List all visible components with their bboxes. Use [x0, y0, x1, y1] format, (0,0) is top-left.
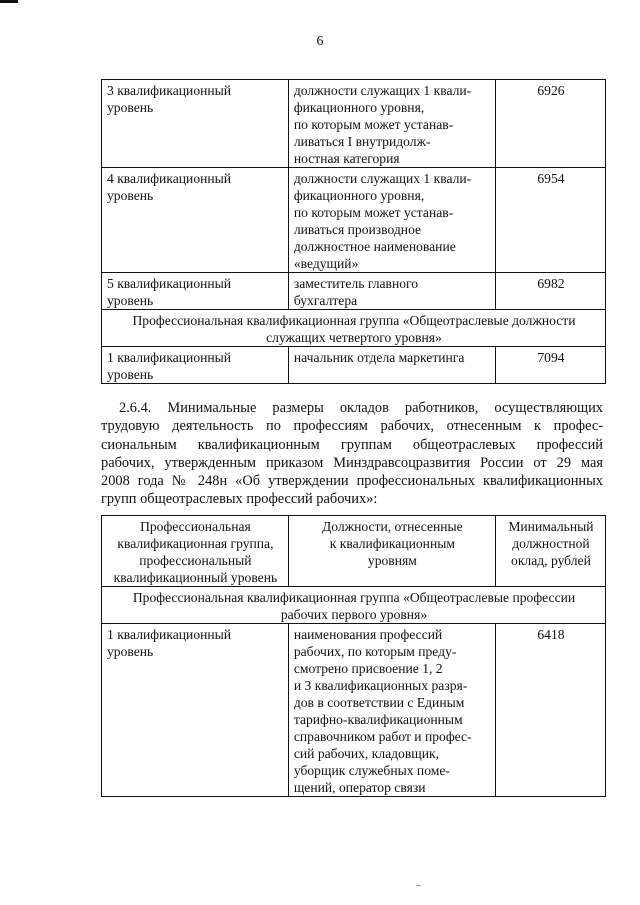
qualification-level-cell: 1 квалификационный уровень	[102, 347, 289, 384]
table-row	[102, 168, 606, 273]
salary-table-continuation	[101, 79, 606, 384]
page-number: 6	[316, 34, 324, 49]
salary-cell: 7094	[495, 347, 605, 384]
scan-dot-mark: ⁻	[416, 883, 422, 894]
table-row	[102, 80, 606, 168]
section-2-6-4-paragraph: 2.6.4. Минимальные размеры окладов работников, осуществляющих трудовую деятельность по профессиям рабочих, отнесенным к профес- сиональным квалификационным группам общеотраслевых профессий рабочих, утвержденным приказом Минздравсоцразвития России от 29 мая 2008 года № 248н «Об утверждении профессиональных квалификационных групп общеотраслевых профессий рабочих»:	[101, 400, 603, 508]
group-heading-row	[102, 587, 606, 624]
positions-cell: должности служащих 1 квали- фикационного уровня, по которым может устанав- ливаться производное должностное наименование «ведущий»	[288, 168, 495, 273]
column-header-positions: Должности, отнесенные к квалификационным уровням	[288, 516, 495, 587]
positions-cell: начальник отдела маркетинга	[288, 347, 495, 384]
table-row	[102, 624, 606, 797]
positions-cell: заместитель главного бухгалтера	[288, 273, 495, 310]
salary-cell: 6954	[495, 168, 605, 273]
workers-salary-table	[101, 515, 606, 797]
group-heading: Профессиональная квалификационная группа «Общеотраслевые профессии рабочих первого уровня»	[102, 587, 606, 624]
column-header-salary: Минимальный должностной оклад, рублей	[495, 516, 605, 587]
table-header-row	[102, 516, 606, 587]
qualification-level-cell: 5 квалификационный уровень	[102, 273, 289, 310]
qualification-level-cell: 4 квалификационный уровень	[102, 168, 289, 273]
column-header-group: Профессиональная квалификационная группа, профессиональный квалификационный уровень	[102, 516, 289, 587]
salary-cell: 6982	[495, 273, 605, 310]
positions-cell: наименования профессий рабочих, по которым преду- смотрено присвоение 1, 2 и 3 квалификационных разря- дов в соответствии с Единым тарифно-квалификационным справочником работ и профес- сий рабочих, кладовщик, уборщик служебных поме- щений, оператор связи	[288, 624, 495, 797]
table-row	[102, 347, 606, 384]
positions-cell: должности служащих 1 квали- фикационного уровня, по которым может устанав- ливаться I внутридолж- ностная категория	[288, 80, 495, 168]
salary-cell: 6418	[495, 624, 605, 797]
qualification-level-cell: 3 квалификационный уровень	[102, 80, 289, 168]
salary-cell: 6926	[495, 80, 605, 168]
group-heading-row	[102, 310, 606, 347]
table-row	[102, 273, 606, 310]
scan-corner-mark	[0, 0, 18, 3]
qualification-level-cell: 1 квалификационный уровень	[102, 624, 289, 797]
group-heading: Профессиональная квалификационная группа «Общеотраслевые должности служащих четвертого уровня»	[102, 310, 606, 347]
